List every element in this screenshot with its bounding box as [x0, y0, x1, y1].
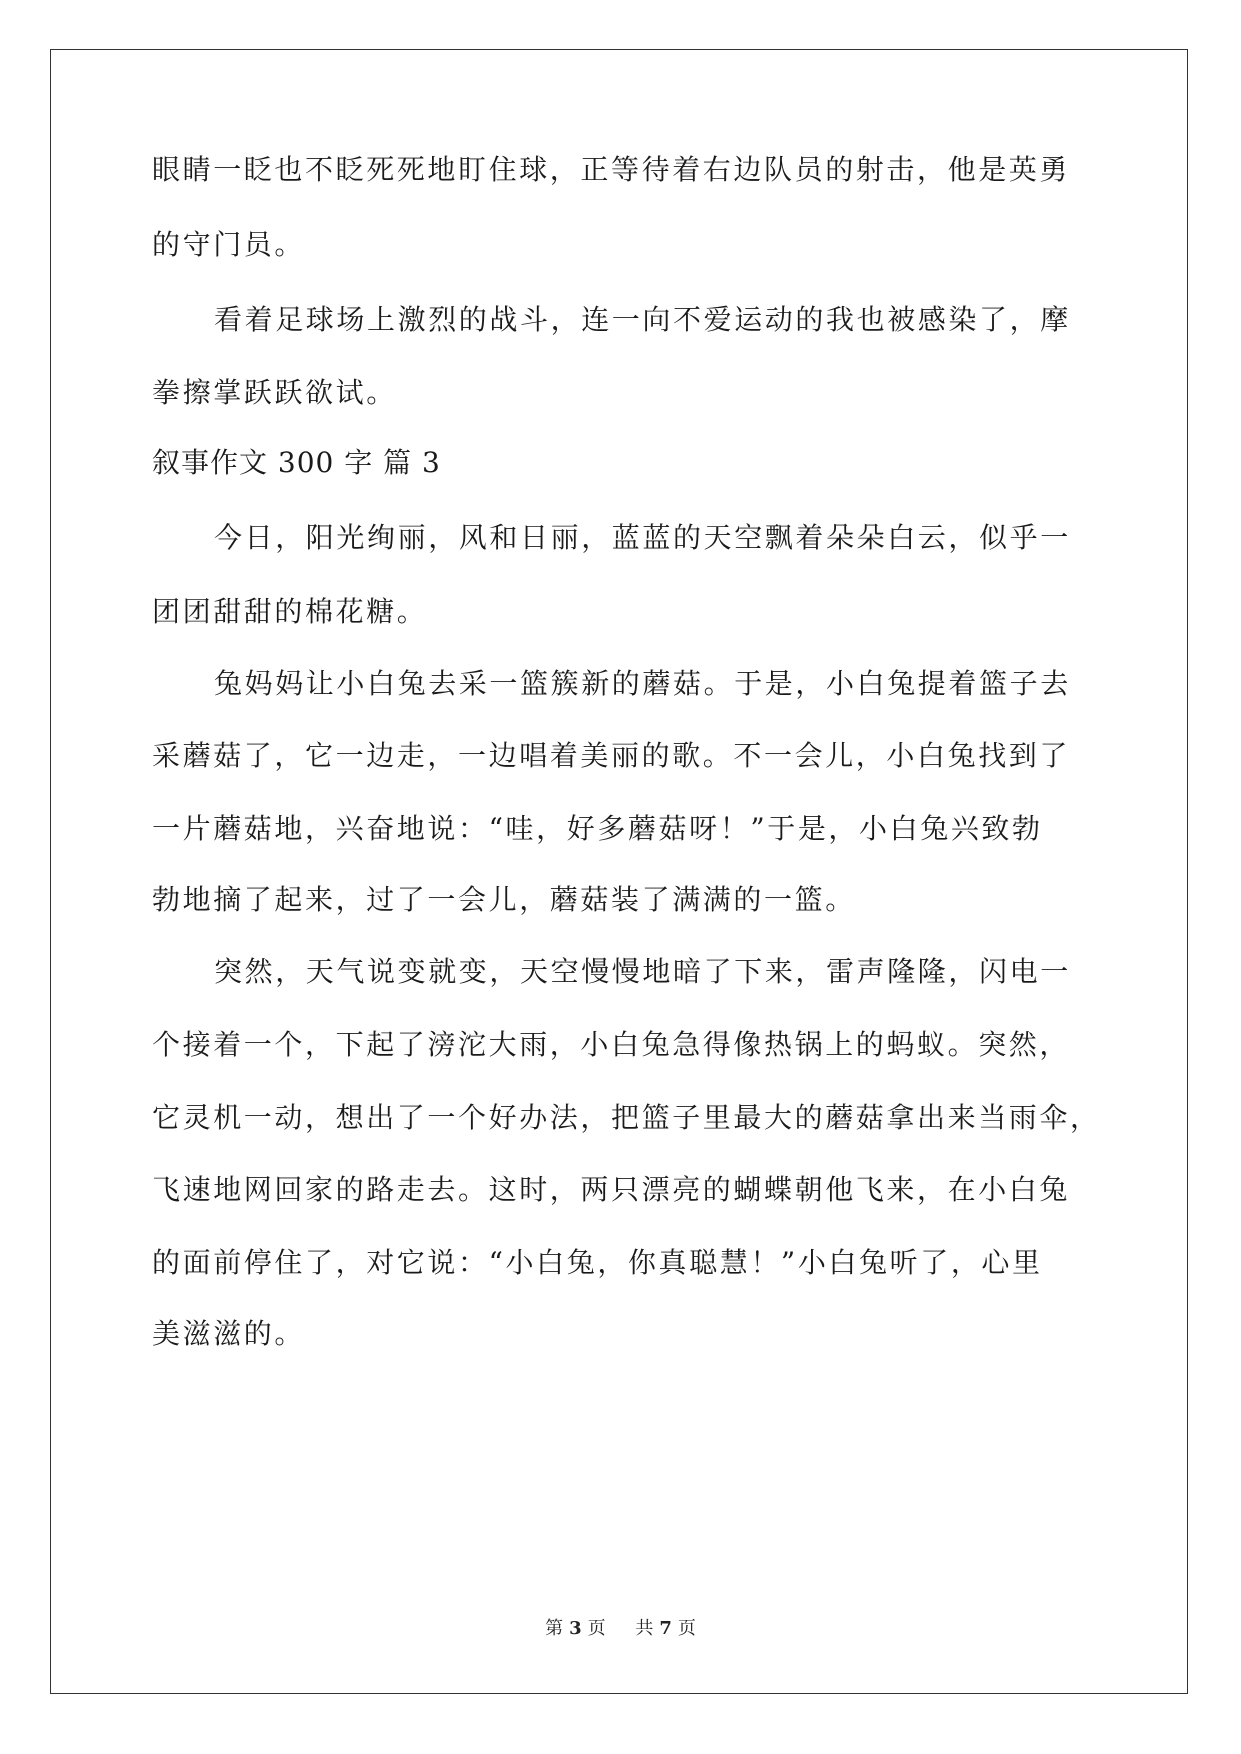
- section-heading: 叙事作文 300 字 篇 3: [152, 446, 441, 479]
- paragraph-first-line: 兔妈妈让小白兔去采一篮簇新的蘑菇。于是，小白兔提着篮子去: [214, 667, 1071, 700]
- text-line: 它灵机一动，想出了一个好办法，把篮子里最大的蘑菇拿出来当雨伞，: [152, 1101, 1101, 1134]
- text-line: 眼睛一眨也不眨死死地盯住球，正等待着右边队员的射击，他是英勇: [152, 153, 1071, 186]
- text-line: 美滋滋的。: [152, 1317, 306, 1350]
- page-border: [50, 49, 1188, 1694]
- text-line: 拳擦掌跃跃欲试。: [152, 376, 397, 409]
- text-line: 勃地摘了起来，过了一会儿，蘑菇装了满满的一篮。: [152, 883, 856, 916]
- page-prefix: 第: [545, 1618, 564, 1639]
- total-suffix: 页: [677, 1618, 696, 1639]
- text-line: 采蘑菇了，它一边走，一边唱着美丽的歌。不一会儿，小白兔找到了: [152, 739, 1071, 772]
- page-suffix: 页: [587, 1618, 606, 1639]
- paragraph-first-line: 突然，天气说变就变，天空慢慢地暗了下来，雷声隆隆，闪电一: [214, 955, 1071, 988]
- paragraph-first-line: 看着足球场上激烈的战斗，连一向不爱运动的我也被感染了，摩: [214, 303, 1071, 336]
- page-number: [539, 1618, 612, 1639]
- page-footer: [0, 1617, 1241, 1641]
- total-page-count: 7: [659, 1618, 672, 1639]
- text-line: 的面前停住了，对它说：“小白兔，你真聪慧！”小白兔听了，心里: [152, 1246, 1043, 1279]
- text-line: 飞速地网回家的路走去。这时，两只漂亮的蝴蝶朝他飞来，在小白兔: [152, 1173, 1071, 1206]
- total-pages: [629, 1618, 702, 1639]
- paragraph-first-line: 今日，阳光绚丽，风和日丽，蓝蓝的天空飘着朵朵白云，似乎一: [214, 521, 1071, 554]
- text-line: 团团甜甜的棉花糖。: [152, 595, 428, 628]
- total-prefix: 共: [635, 1618, 654, 1639]
- text-line: 个接着一个，下起了滂沱大雨，小白兔急得像热锅上的蚂蚁。突然，: [152, 1028, 1071, 1061]
- text-line: 一片蘑菇地，兴奋地说：“哇，好多蘑菇呀！”于是，小白兔兴致勃: [152, 812, 1043, 845]
- text-line: 的守门员。: [152, 228, 306, 261]
- current-page: 3: [569, 1618, 582, 1639]
